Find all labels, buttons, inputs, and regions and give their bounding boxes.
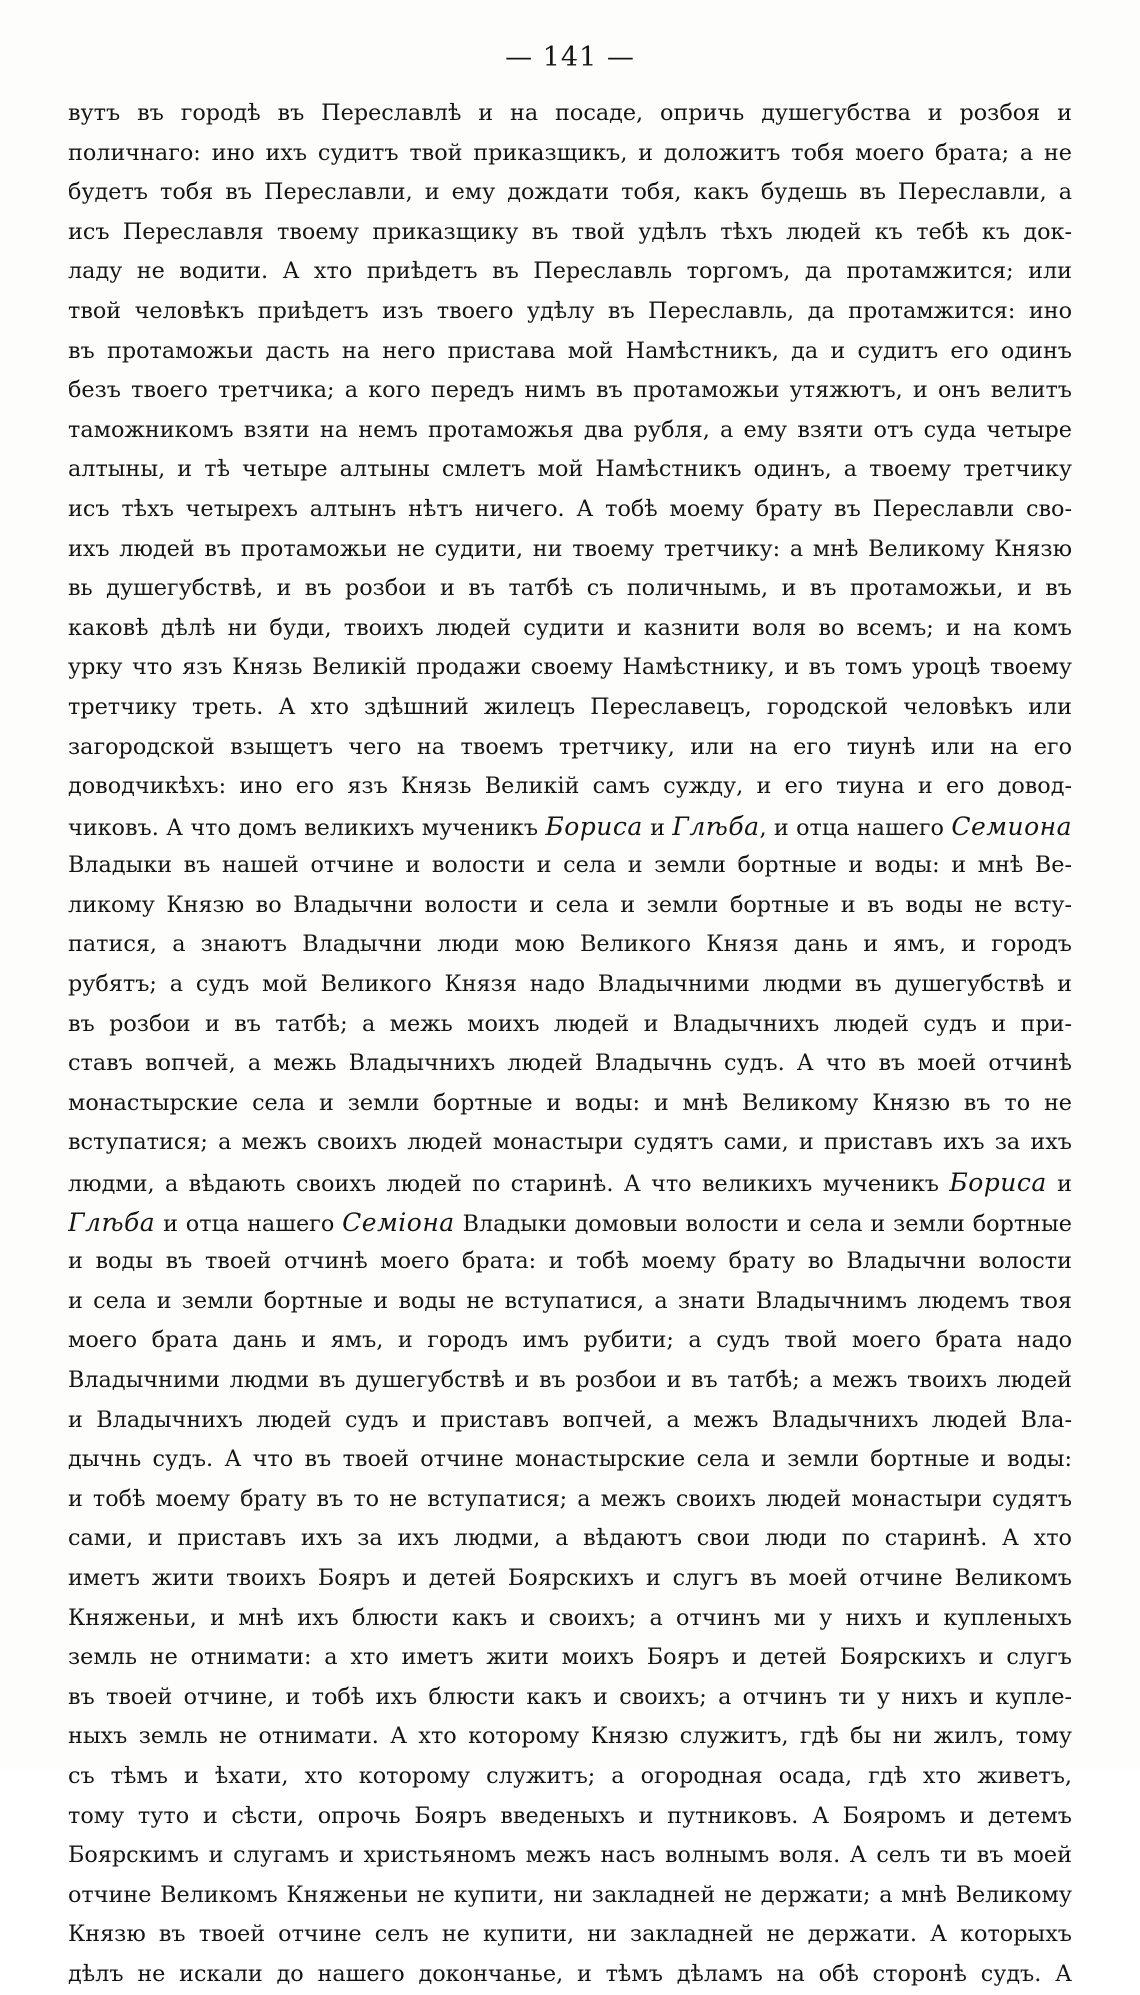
text-line (68, 688, 1072, 728)
text-segment: безъ твоего третчика; а кого передъ нимъ въ протаможьи утяжютъ, и онъ велитъ (68, 377, 1072, 404)
text-line (68, 728, 1072, 768)
text-line (68, 1915, 1072, 1955)
text-segment: вутъ въ городѣ въ Переславлѣ и на посаде, опричь душегубства и розбоя и (68, 100, 1072, 126)
page-number: — 141 — (505, 42, 635, 73)
text-line (68, 767, 1072, 807)
text-segment: въ твоей отчине, и тобѣ ихъ блюсти какъ и своихъ; а отчинъ ти у нихъ и купле- (68, 1683, 1072, 1710)
text-line (68, 1005, 1072, 1045)
text-line (68, 1797, 1072, 1837)
text-segment: сами, и приставъ ихъ за ихъ людми, а вѣдаютъ свои люди по старинѣ. А хто (68, 1525, 1072, 1552)
text-line (68, 1163, 1072, 1203)
text-segment: ныхъ земль не отнимати. А хто которому Князю служитъ, гдѣ бы ни жилъ, тому (68, 1723, 1072, 1750)
text-line (68, 450, 1072, 490)
text-segment: ставъ вопчей, а межь Владычнихъ людей Владычнь судъ. А что въ моей отчинѣ (68, 1050, 1072, 1077)
text-line (68, 252, 1072, 292)
text-segment: , и отца нашего (759, 814, 952, 841)
text-segment: чиковъ. А что домъ великихъ мученикъ (68, 814, 546, 841)
text-line (68, 1836, 1072, 1876)
body-text (68, 94, 1072, 1995)
text-line (68, 1638, 1072, 1678)
text-line (68, 925, 1072, 965)
text-segment: людми, а вѣдають своихъ людей по старинѣ. А что великихъ мученикъ (68, 1171, 950, 1198)
text-segment: отчине Великомъ Княженьи не купити, ни закладней не держати; а мнѣ Великому (68, 1881, 1072, 1908)
text-segment: патися, а знаютъ Владычни люди мою Великого Князя дань и ямъ, и городъ (68, 931, 1072, 958)
text-line (68, 1678, 1072, 1718)
text-segment: иметъ жити твоихъ Бояръ и детей Боярскихъ и слугъ въ моей отчине Великомъ (68, 1564, 1072, 1591)
text-line (68, 609, 1072, 649)
text-segment: и села и земли бортные и воды не вступатися, а знати Владычнимъ людемъ твоя (68, 1287, 1072, 1314)
text-line (68, 1282, 1072, 1322)
text-segment: дѣлъ не искали до нашего докончанье, и тѣмъ дѣламъ на обѣ сторонѣ судъ. А (68, 1960, 1072, 1987)
text-segment: ликому Князю во Владычни волости и села и земли бортные и въ воды не всту- (68, 891, 1072, 918)
italic-name: Глѣба (68, 1207, 156, 1237)
text-segment: тому туто и сѣсти, опрочь Бояръ введеныхъ и путниковъ. А Бояромъ и детемъ (68, 1802, 1072, 1829)
text-segment: ладу не водити. А хто приѣдетъ въ Переславль торгомъ, да протамжится; или (68, 258, 1072, 285)
italic-name: Семіона (342, 1207, 455, 1237)
text-segment: и отца нашего (155, 1210, 343, 1237)
text-segment: вь душегубствѣ, и въ розбои и въ татбѣ съ поличнымь, и въ протаможьи, и въ (68, 575, 1072, 602)
text-segment: и (642, 814, 673, 841)
text-segment: Князю въ твоей отчине селъ не купити, ни закладней не держати. А которыхъ (68, 1921, 1072, 1948)
text-line (68, 1599, 1072, 1639)
text-line (68, 1519, 1072, 1559)
text-segment: и воды въ твоей отчинѣ моего брата: и тобѣ моему брату во Владычни волости (68, 1248, 1072, 1275)
text-segment: Владыки въ нашей отчине и волости и села и земли бортные и воды: и мнѣ Ве- (68, 852, 1072, 879)
text-segment: алтыны, и тѣ четыре алтыны смлетъ мой Намѣстникъ одинъ, а твоему третчику (68, 456, 1072, 483)
text-line (68, 173, 1072, 213)
text-line (68, 886, 1072, 926)
text-line (68, 213, 1072, 253)
text-line (68, 411, 1072, 451)
text-line (68, 1321, 1072, 1361)
text-segment: исъ тѣхъ четырехъ алтынъ нѣтъ ничего. А тобѣ моему брату въ Переславли сво- (68, 495, 1072, 522)
text-segment: и (1046, 1171, 1072, 1198)
text-line (68, 332, 1072, 372)
text-line (68, 490, 1072, 530)
text-segment: въ розбои и въ татбѣ; а межь моихъ людей и Владычнихъ людей судъ и при- (68, 1010, 1072, 1037)
text-line (68, 1955, 1072, 1995)
text-line (68, 1203, 1072, 1243)
italic-name: Бориса (545, 811, 643, 841)
text-line (68, 1717, 1072, 1757)
text-segment: съ тѣмъ и ѣхати, хто которому служитъ; а огородная осада, гдѣ хто живетъ, (68, 1762, 1072, 1789)
text-line (68, 371, 1072, 411)
text-segment: дычнь судъ. А что въ твоей отчине монастырские села и земли бортные и воды: (68, 1446, 1072, 1473)
text-line (68, 94, 1072, 134)
italic-name: Семиона (951, 811, 1072, 841)
text-segment: въ протаможьи дасть на него пристава мой Намѣстникъ, да и судитъ его одинъ (68, 337, 1072, 364)
text-line (68, 530, 1072, 570)
text-segment: исъ Переславля твоему приказщику въ твой удѣлъ тѣхъ людей къ тебѣ къ док- (68, 218, 1072, 245)
italic-name: Бориса (949, 1168, 1047, 1198)
text-segment: моего брата дань и ямъ, и городъ имъ рубити; а судъ твой моего брата надо (68, 1327, 1072, 1354)
text-line (68, 846, 1072, 886)
text-segment: урку что язъ Князь Великій продажи своему Намѣстнику, и въ томъ уроцѣ твоему (68, 654, 1072, 681)
text-segment: Боярскимъ и слугамъ и христьяномъ межъ насъ волнымъ воля. А селъ ти въ моей (68, 1842, 1072, 1869)
text-line (68, 1757, 1072, 1797)
text-segment: и Владычнихъ людей судъ и приставъ вопчей, а межъ Владычнихъ людей Вла- (68, 1406, 1072, 1433)
text-segment: будетъ тобя въ Переславли, и ему дождати тобя, какъ будешь въ Переславли, а (68, 179, 1072, 206)
text-segment: загородской взыщетъ чего на твоемъ третчику, или на его тиунѣ или на его (68, 733, 1072, 760)
text-segment: рубятъ; а судъ мой Великого Князя надо Владычними людми въ душегубствѣ и (68, 971, 1072, 998)
text-segment: вступатися; а межъ своихъ людей монастыри судятъ сами, и приставъ ихъ за ихъ (68, 1129, 1072, 1156)
text-segment: твой человѣкъ приѣдетъ изъ твоего удѣлу въ Переславль, да протамжится: ино (68, 297, 1072, 324)
text-line (68, 1876, 1072, 1916)
text-segment: доводчикѣхъ: ино его язъ Князь Великій самъ сужду, и его тиуна и его довод- (68, 773, 1072, 800)
italic-name: Глѣба (672, 811, 760, 841)
text-line (68, 1440, 1072, 1480)
text-segment: поличнаго: ино ихъ судитъ твой приказщикъ, и доложитъ тобя моего брата; а не (68, 139, 1072, 166)
text-segment: Княженьи, и мнѣ ихъ блюсти какъ и своихъ; а отчинъ ми у нихъ и купленыхъ (68, 1604, 1072, 1631)
text-segment: и тобѣ моему брату въ то не вступатися; а межъ своихъ людей монастыри судятъ (68, 1485, 1072, 1512)
text-line (68, 569, 1072, 609)
text-line (68, 965, 1072, 1005)
text-line (68, 1242, 1072, 1282)
text-segment: третчику треть. А хто здѣшний жилецъ Переславецъ, городской человѣкъ или (68, 693, 1072, 720)
text-segment: Владычними людми въ душегубствѣ и въ розбои и въ татбѣ; а межъ твоихъ людей (68, 1367, 1072, 1393)
text-segment: таможникомъ взяти на немъ протаможья два рубля, а ему взяти отъ суда четыре (68, 416, 1072, 443)
text-line (68, 1401, 1072, 1441)
text-line (68, 1044, 1072, 1084)
text-line (68, 292, 1072, 332)
text-segment: земль не отнимати: а хто иметъ жити моихъ Бояръ и детей Боярскихъ и слугъ (68, 1644, 1072, 1671)
text-segment: каковѣ дѣлѣ ни буди, твоихъ людей судити и казнити воля во всемъ; и на комъ (68, 614, 1072, 641)
text-line (68, 1084, 1072, 1124)
text-line (68, 648, 1072, 688)
text-line (68, 1123, 1072, 1163)
text-segment: монастырские села и земли бортные и воды: и мнѣ Великому Князю въ то не (68, 1089, 1072, 1116)
text-line (68, 1480, 1072, 1520)
text-segment: ихъ людей въ протаможьи не судити, ни твоему третчику: а мнѣ Великому Князю (68, 535, 1072, 562)
text-line (68, 134, 1072, 174)
text-line (68, 1361, 1072, 1401)
text-segment: Владыки домовыи волости и села и земли бортные (454, 1210, 1072, 1237)
text-line (68, 1559, 1072, 1599)
text-line (68, 807, 1072, 847)
